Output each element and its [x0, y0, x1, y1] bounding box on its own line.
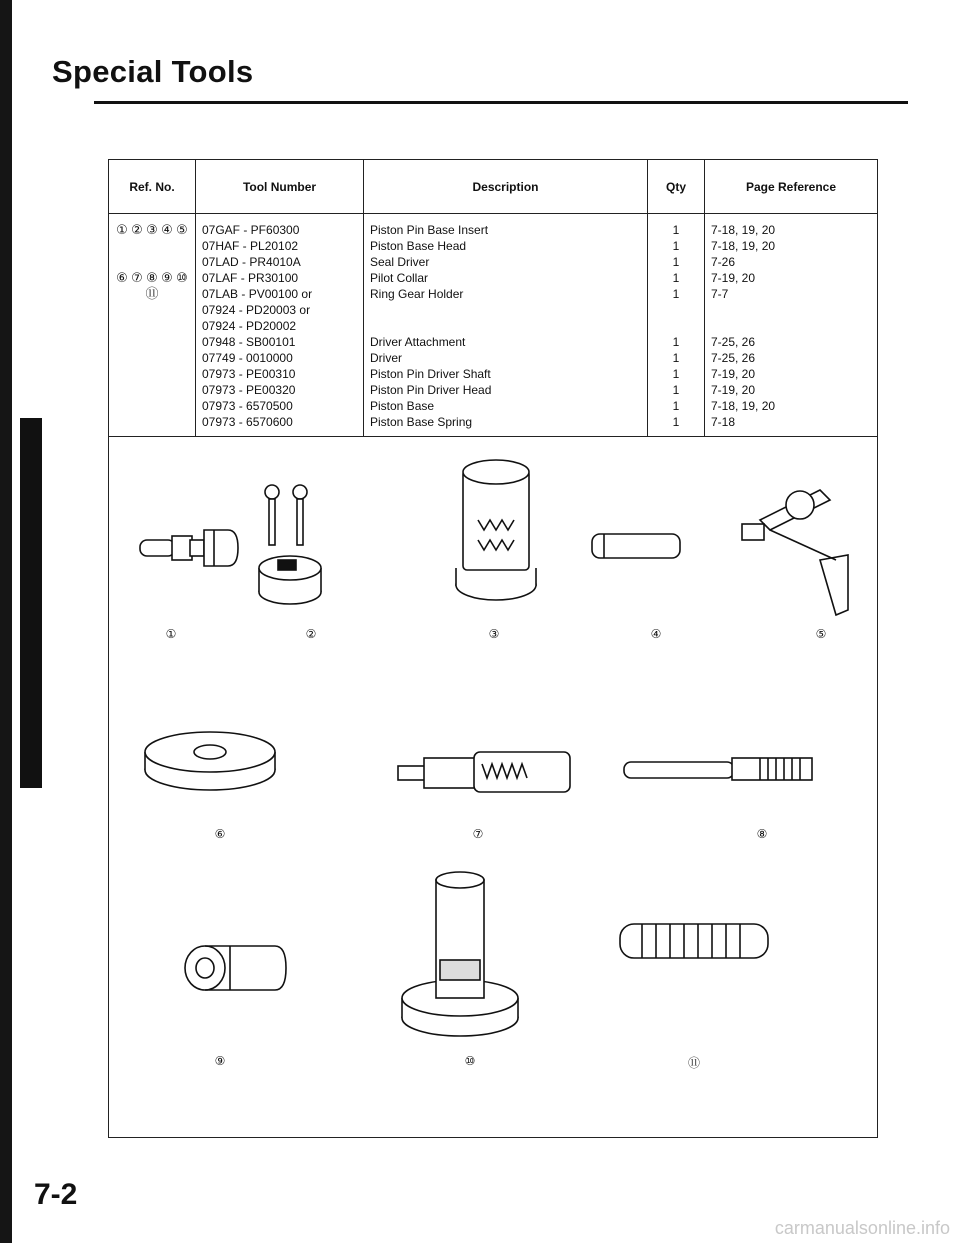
page-reference: 7-26 [711, 255, 736, 269]
tool-qty: 1 [672, 239, 680, 253]
tool-description: Driver Attachment [370, 335, 466, 349]
tool-description: Piston Pin Driver Head [370, 383, 492, 397]
tool-drawing-piston-pin-base-insert [140, 530, 238, 566]
tool-qty: 1 [672, 335, 680, 349]
ref-number: ⑩ [176, 270, 188, 285]
figure-label: ⑩ [464, 1054, 476, 1068]
tool-qty: 1 [672, 383, 680, 397]
ref-number: ⑦ [131, 270, 143, 285]
tool-number: 07LAD - PR4010A [202, 255, 301, 269]
page-reference: 7-19, 20 [711, 271, 756, 285]
tool-number: 07924 - PD20002 [202, 319, 297, 333]
tool-drawing-piston-base [402, 872, 518, 1036]
figure-label: ⑨ [214, 1054, 226, 1068]
page-reference: 7-19, 20 [711, 367, 756, 381]
page-title: Special Tools [52, 54, 254, 89]
ref-number: ② [131, 222, 143, 237]
tool-description: Piston Pin Base Insert [370, 223, 489, 237]
ref-number: ⑥ [116, 270, 128, 285]
tool-number: 07973 - 6570500 [202, 399, 293, 413]
ref-number: ⑤ [176, 222, 188, 237]
tool-drawing-ring-gear-holder [742, 490, 848, 615]
tool-number: 07973 - PE00320 [202, 383, 296, 397]
figure-label: ⑤ [815, 627, 827, 641]
tool-drawing-piston-base-head [259, 485, 321, 604]
tool-drawing-driver-attachment [145, 732, 275, 790]
page-reference: 7-25, 26 [711, 351, 756, 365]
page-number: 7-2 [34, 1178, 78, 1211]
figure-label: ① [165, 627, 177, 641]
watermark: carmanualsonline.info [774, 1218, 950, 1238]
header-page-reference: Page Reference [705, 160, 878, 214]
figure-label: ⑧ [756, 827, 768, 841]
tool-number: 07GAF - PF60300 [202, 223, 300, 237]
tool-number: 07749 - 0010000 [202, 351, 293, 365]
tool-description: Piston Pin Driver Shaft [370, 367, 491, 381]
tool-number: 07924 - PD20003 or [202, 303, 311, 317]
tool-qty: 1 [672, 415, 680, 429]
page-reference: 7-18, 19, 20 [711, 239, 776, 253]
tool-drawing-driver [398, 752, 570, 792]
ref-number: ③ [146, 222, 158, 237]
tool-qty: 1 [672, 255, 680, 269]
tool-qty: 1 [672, 271, 680, 285]
tool-description: Piston Base Head [370, 239, 467, 253]
tool-description: Seal Driver [370, 255, 430, 269]
page-reference: 7-19, 20 [711, 383, 756, 397]
tool-qty: 1 [672, 287, 680, 301]
tool-drawing-piston-base-spring [620, 924, 768, 958]
tool-number: 07973 - 6570600 [202, 415, 293, 429]
ref-number: ⑧ [146, 270, 158, 285]
ref-number: ④ [161, 222, 173, 237]
header-ref-no: Ref. No. [109, 160, 196, 214]
tool-drawing-seal-driver [456, 460, 536, 600]
tool-drawing-piston-pin-driver-shaft [624, 758, 812, 780]
figure-label: ⑦ [472, 827, 484, 841]
tool-number: 07973 - PE00310 [202, 367, 296, 381]
tool-number: 07LAF - PR30100 [202, 271, 299, 285]
tool-description: Driver [370, 351, 402, 365]
tool-number: 07948 - SB00101 [202, 335, 296, 349]
figure-label: ④ [650, 627, 662, 641]
page-reference: 7-25, 26 [711, 335, 756, 349]
tool-description: Piston Base [370, 399, 435, 413]
page-reference: 7-18 [711, 415, 736, 429]
tool-qty: 1 [672, 367, 680, 381]
tool-description: Piston Base Spring [370, 415, 473, 429]
tool-drawing-piston-pin-driver-head [185, 946, 286, 990]
tool-qty: 1 [672, 399, 680, 413]
header-qty: Qty [648, 160, 705, 214]
page-reference: 7-18, 19, 20 [711, 399, 776, 413]
header-tool-number: Tool Number [196, 160, 364, 214]
figure-label: ⑥ [214, 827, 226, 841]
figure-label: ⑪ [687, 1056, 701, 1070]
tool-number: 07LAB - PV00100 or [202, 287, 313, 301]
tool-drawing-pilot-collar [592, 534, 680, 558]
tool-description: Pilot Collar [370, 271, 429, 285]
page-reference: 7-18, 19, 20 [711, 223, 776, 237]
ref-number: ⑨ [161, 270, 173, 285]
figure-label: ② [305, 627, 317, 641]
header-description: Description [364, 160, 648, 214]
page-reference: 7-7 [711, 287, 729, 301]
tool-qty: 1 [672, 351, 680, 365]
figure-label: ③ [488, 627, 500, 641]
ref-number: ① [116, 222, 128, 237]
tool-number: 07HAF - PL20102 [202, 239, 299, 253]
tool-qty: 1 [672, 223, 680, 237]
tool-description: Ring Gear Holder [370, 287, 464, 301]
ref-number: ⑪ [145, 286, 159, 301]
